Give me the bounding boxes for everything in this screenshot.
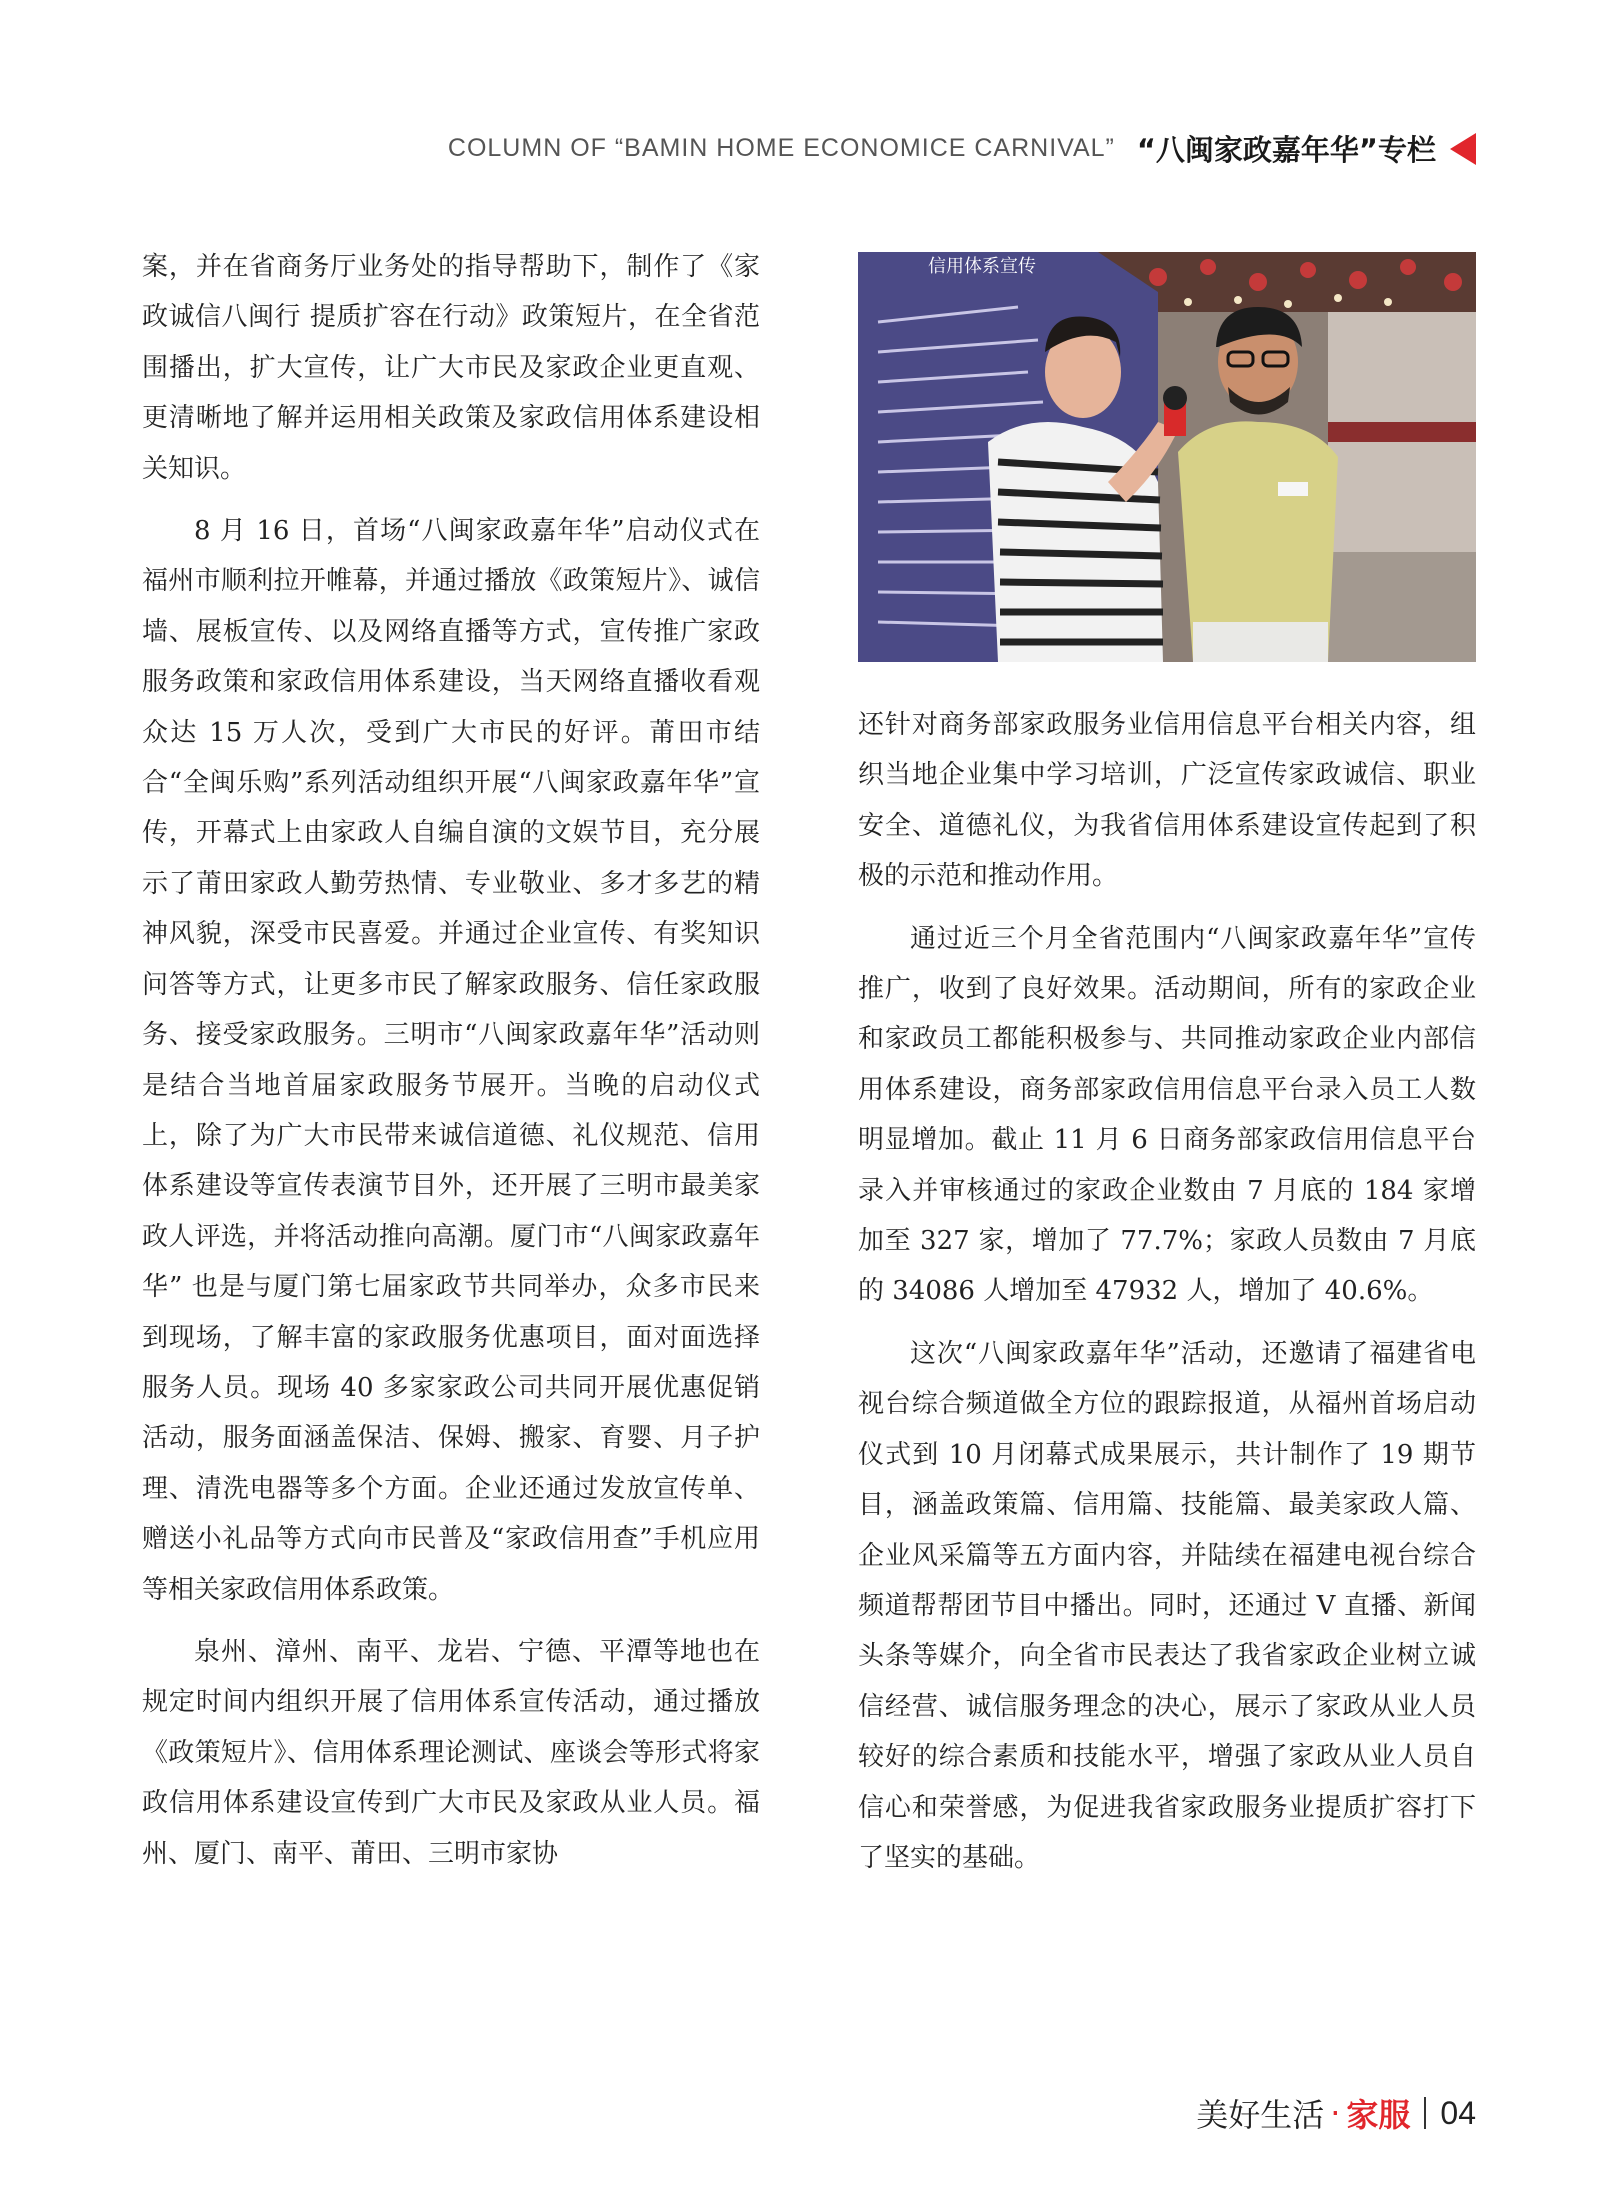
column-title-english: COLUMN OF “BAMIN HOME ECONOMICE CARNIVAL” — [447, 134, 1115, 162]
left-text-column — [142, 242, 760, 1891]
paragraph: 泉州、漳州、南平、龙岩、宁德、平潭等地也在规定时间内组织开展了信用体系宣传活动，通过播放《政策短片》、信用体系理论测试、座谈会等形式将家政信用体系建设宣传到广大市民及家政从业人员。福州、厦门、南平、莆田、三明市家协 — [142, 1636, 760, 1869]
section-name: 家服 — [1346, 2096, 1411, 2134]
footer-divider — [1424, 2097, 1426, 2129]
paragraph: 还针对商务部家政服务业信用信息平台相关内容，组织当地企业集中学习培训，广泛宣传家政诚信、职业安全、道德礼仪，为我省信用体系建设宣传起到了积极的示范和推动作用。 — [858, 710, 1476, 892]
footer-dot: · — [1330, 2094, 1341, 2132]
paragraph: 通过近三个月全省范围内“八闽家政嘉年华”宣传推广，收到了良好效果。活动期间，所有的家政企业和家政员工都能积极参与、共同推动家政企业内部信用体系建设，商务部家政信用信息平台录入员工人数明显增加。截止 11 月 6 日商务部家政信用信息平台录入并审核通过的家政企业数由 7 月底的 184 家增加至 327 家，增加了 77.7%；家政人员数由 7 月底的 34086 人增加至 47932 人，增加了 40.6%。 — [858, 923, 1476, 1307]
paragraph: 案，并在省商务厅业务处的指导帮助下，制作了《家政诚信八闽行 提质扩容在行动》政策短片，在全省范围播出，扩大宣传，让广大市民及家政企业更直观、更清晰地了解并运用相关政策及家政信用体系建设相关知识。 — [142, 252, 760, 484]
red-triangle-icon — [1450, 133, 1476, 165]
page-number: 04 — [1440, 2094, 1476, 2131]
column-title-chinese: “八闽家政嘉年华”专栏 — [1136, 133, 1436, 167]
interview-photo — [858, 252, 1476, 662]
page-footer — [1196, 2090, 1476, 2136]
magazine-name: 美好生活 — [1196, 2096, 1325, 2134]
paragraph: 这次“八闽家政嘉年华”活动，还邀请了福建省电视台综合频道做全方位的跟踪报道，从福州首场启动仪式到 10 月闭幕式成果展示，共计制作了 19 期节目，涵盖政策篇、信用篇、技能篇、最美家政人篇、企业风采篇等五方面内容，并陆续在福建电视台综合频道帮帮团节目中播出。同时，还通过 V 直播、新闻头条等媒介，向全省市民表达了我省家政企业树立诚信经营、诚信服务理念的决心，展示了家政从业人员较好的综合素质和技能水平，增强了家政从业人员自信心和荣誉感，为促进我省家政服务业提质扩容打下了坚实的基础。 — [858, 1338, 1476, 1873]
right-text-column — [858, 700, 1476, 1895]
paragraph: 8 月 16 日，首场“八闽家政嘉年华”启动仪式在福州市顺利拉开帷幕，并通过播放《政策短片》、诚信墙、展板宣传、以及网络直播等方式，宣传推广家政服务政策和家政信用体系建设，当天网络直播收看观众达 15 万人次，受到广大市民的好评。莆田市结合“全闽乐购”系列活动组织开展“八闽家政嘉年华”宣传，开幕式上由家政人自编自演的文娱节目，充分展示了莆田家政人勤劳热情、专业敬业、多才多艺的精神风貌，深受市民喜爱。并通过企业宣传、有奖知识问答等方式，让更多市民了解家政服务、信任家政服务、接受家政服务。三明市“八闽家政嘉年华”活动则是结合当地首届家政服务节展开。当晚的启动仪式上，除了为广大市民带来诚信道德、礼仪规范、信用体系建设等宣传表演节目外，还开展了三明市最美家政人评选，并将活动推向高潮。厦门市“八闽家政嘉年华” 也是与厦门第七届家政节共同举办，众多市民来到现场，了解丰富的家政服务优惠项目，面对面选择服务人员。现场 40 多家家政公司共同开展优惠促销活动，服务面涵盖保洁、保姆、搬家、育婴、月子护理、清洗电器等多个方面。企业还通过发放宣传单、赠送小礼品等方式向市民普及“家政信用查”手机应用等相关家政信用体系政策。 — [142, 516, 760, 1605]
column-header — [448, 128, 1476, 169]
board-title: 信用体系宣传 — [928, 256, 1036, 277]
